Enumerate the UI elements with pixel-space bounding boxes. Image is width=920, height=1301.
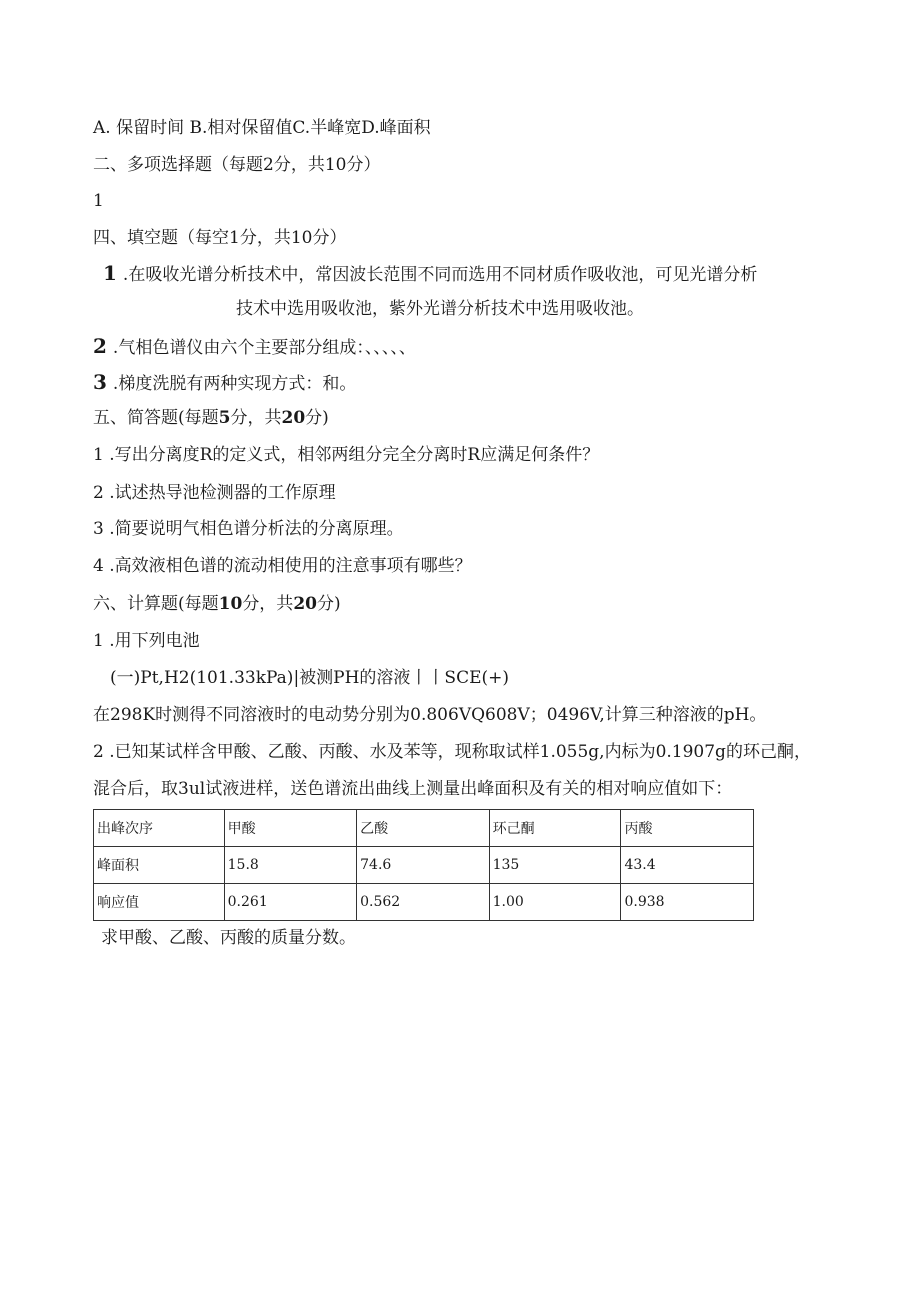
question-number: 3 [93,370,107,394]
short-answer-question-2: 2 .试述热导池检测器的工作原理 [93,483,336,503]
table-cell: 出峰次序 [94,810,225,847]
fill-blank-question-1-continued: 技术中选用吸收池，紫外光谱分析技术中选用吸收池。 [236,299,644,319]
section-multiple-choice-heading: 二、多项选择题（每题2分，共10分） [93,155,381,175]
multiple-choice-item-number: 1 [93,191,104,211]
short-answer-question-4: 4 .高效液相色谱的流动相使用的注意事项有哪些？ [93,556,472,576]
section-calculation-heading: 六、计算题(每题10分，共20分) [93,594,341,614]
calculation-question-2: 2 .已知某试样含甲酸、乙酸、丙酸、水及苯等，现称取试样1.055g,内标为0.1907g的环己酮， [93,742,811,762]
table-cell: 1.00 [489,884,621,921]
table-cell: 0.562 [357,884,489,921]
fill-blank-question-1 [103,262,757,286]
calculation-question-2-request: 求甲酸、乙酸、丙酸的质量分数。 [101,928,356,948]
table-cell: 丙酸 [621,810,754,847]
short-answer-question-3: 3 .简要说明气相色谱分析法的分离原理。 [93,519,404,539]
question-number: 2 [93,334,107,358]
table-cell: 环己酮 [489,810,621,847]
question-number: 1 [103,261,117,285]
choice-options-line: A. 保留时间 B.相对保留值C.半峰宽D.峰面积 [93,118,431,138]
section-short-answer-heading: 五、简答题(每题5分，共20分) [93,408,329,428]
table-row [94,847,754,884]
table-cell: 响应值 [94,884,225,921]
question-text: .气相色谱仪由六个主要部分组成：、、、、、 [112,338,416,358]
table-cell: 74.6 [357,847,489,884]
table-cell: 乙酸 [357,810,489,847]
table-cell: 0.261 [224,884,356,921]
table-cell: 0.938 [621,884,754,921]
fill-blank-question-2 [93,335,416,359]
calculation-question-2-continued: 混合后，取3ul试液进样，送色谱流出曲线上测量出峰面积及有关的相对响应值如下： [93,779,733,799]
peak-data-table [93,809,754,921]
table-cell: 135 [489,847,621,884]
fill-blank-question-3 [93,371,356,395]
table-cell: 43.4 [621,847,754,884]
table-cell: 15.8 [224,847,356,884]
table-cell: 峰面积 [94,847,225,884]
electrochemical-cell-notation: (一)Pt,H2(101.33kPa)|被测PH的溶液丨丨SCE(+) [110,668,510,688]
calculation-question-1: 1 .用下列电池 [93,631,200,651]
question-text: .梯度洗脱有两种实现方式：和。 [112,374,357,394]
table-row [94,810,754,847]
short-answer-question-1: 1 .写出分离度R的定义式，相邻两组分完全分离时R应满足何条件？ [93,445,600,465]
table-cell: 甲酸 [224,810,356,847]
section-fill-blank-heading: 四、填空题（每空1分，共10分） [93,228,347,248]
calculation-question-1-text: 在298K时测得不同溶液时的电动势分别为0.806VQ608V；0496V,计算三种溶液的pH。 [93,705,767,725]
question-text: .在吸收光谱分析技术中，常因波长范围不同而选用不同材质作吸收池，可见光谱分析 [122,265,758,285]
table-row [94,884,754,921]
